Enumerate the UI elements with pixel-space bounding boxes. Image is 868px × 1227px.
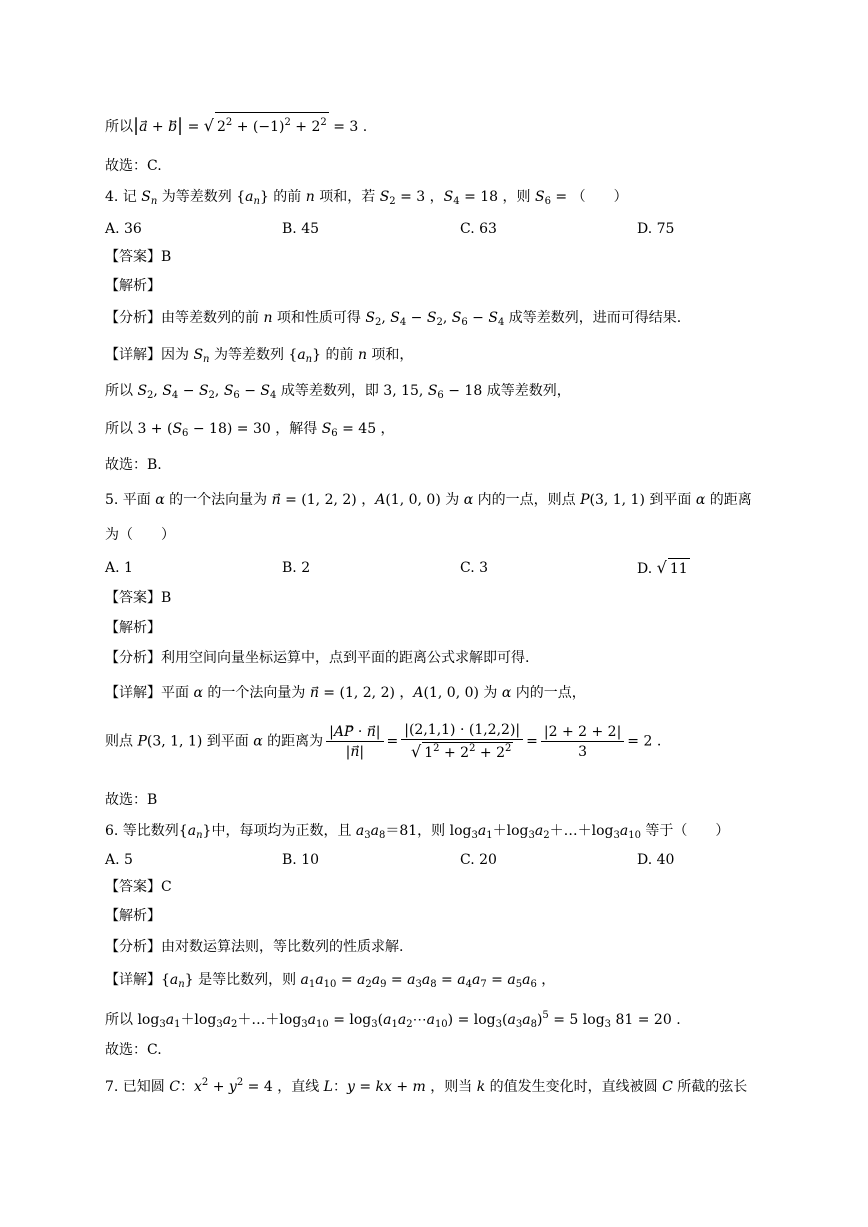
q6-option-c: C. 20 [460, 852, 497, 868]
q6-detail-2: 所以 $\log_3a_1+\log_3a_2+\dots+\log_3a_{10}$ = $\log_3(a_1a_2\cdots a_{10}) = \log_3(a_3a_8)^5 = 5$ $\log_3 81 = 20$ . [105, 1010, 681, 1030]
q5-option-b: B. 2 [282, 560, 311, 576]
q5-option-c: C. 3 [460, 560, 489, 576]
q5-answer: 【答案】B [105, 590, 172, 606]
q6-fenxi: 【分析】由对数运算法则，等比数列的性质求解. [105, 939, 404, 955]
q6-option-a: A. 5 [105, 852, 133, 868]
q6-answer: 【答案】C [105, 879, 172, 895]
q4-answer: 【答案】B [105, 249, 172, 265]
q4-analysis-label: 【解析】 [105, 278, 161, 294]
q5-stem: 5. 平面 α 的一个法向量为 n⃗ = (1, 2, 2) ，A(1, 0, 0) 为 α 内的一点，则点 P(3, 1, 1) 到平面 α 的距离 [105, 492, 752, 508]
q6-stem: 6. 等比数列$\{a_n\}$中，每项均为正数，且 $a_3a_8=81$，则 $\log_3a_1+\log_3a_2+\dots+\log_3a_{10}$ 等于（ ） [105, 823, 730, 841]
q5-detail-2: 则点 P(3, 1, 1) 到平面 α 的距离为 $\frac{|AP⃗ \cdot n⃗|}{|n⃗|}$ = $\frac{|(2,1,1) \cdot (1,2,2)|}{√ 1^2 + 2^2 + 2^2}$ = $\frac{|2 + 2 + 2|}{3}$ = 2 . [105, 722, 662, 761]
q4-stem: 4. 记 $S_n$ 为等差数列 $\{a_n\}$ 的前 n 项和，若 $S_2 = 3$ ，$S_4 = 18$ ，则 $S_6$ = （ ） [105, 189, 628, 207]
q5-option-d: D. √ 11 [637, 558, 688, 577]
q4-detail-2: 所以 $S_2$, $S_4 - S_2$, $S_6 - S_4$ 成等差数列，即 3, 15, $S_6 - 18$ 成等差数列， [105, 383, 571, 401]
q4-option-d: D. 75 [637, 221, 675, 237]
q4-option-b: B. 45 [282, 221, 320, 237]
q4-options [105, 219, 785, 239]
previous-choose: 故选：C. [105, 158, 162, 174]
q6-analysis-label: 【解析】 [105, 908, 161, 924]
q6-option-b: B. 10 [282, 852, 320, 868]
q5-analysis-label: 【解析】 [105, 620, 161, 636]
q5-stem-cont: 为（ ） [105, 527, 175, 543]
q6-choose: 故选：C. [105, 1042, 162, 1058]
q4-option-a: A. 36 [105, 221, 142, 237]
q4-detail-3: 所以 $3 + (S_6 - 18) = 30$ ，解得 $S_6 = 45$ ， [105, 421, 395, 439]
q5-options [105, 558, 785, 578]
q6-options [105, 850, 785, 870]
q5-choose: 故选：B [105, 792, 158, 808]
previous-conclusion: 所以|a⃗ + b| = √ $2^2 + (-1)^2 + 2^2 = 3$ . [105, 112, 367, 137]
q4-detail-1: 【详解】因为 $S_n$ 为等差数列 $\{a_n\}$ 的前 n 项和， [105, 347, 414, 365]
q4-choose: 故选：B. [105, 457, 162, 473]
q5-fenxi: 【分析】利用空间向量坐标运算中，点到平面的距离公式求解即可得. [105, 650, 530, 666]
q5-option-a: A. 1 [105, 560, 133, 576]
q4-option-c: C. 63 [460, 221, 497, 237]
q5-detail-1: 【详解】平面 α 的一个法向量为 n⃗ = (1, 2, 2) ，A(1, 0, 0) 为 α 内的一点， [105, 685, 586, 701]
q6-option-d: D. 40 [637, 852, 675, 868]
q7-stem: 7. 已知圆 C：$x^2 + y^2 = 4$ ，直线 L：y = kx + m ，则当 k 的值发生变化时，直线被圆 C 所截的弦长 [105, 1077, 748, 1095]
q6-detail-1: 【详解】$\{a_n\}$ 是等比数列，则 $a_1a_{10} = a_2a_9 = a_3a_8 = a_4a_7 = a_5a_6$ ， [105, 972, 556, 990]
q4-fenxi: 【分析】由等差数列的前 n 项和性质可得 $S_2$, $S_4 - S_2$, $S_6 - S_4$ 成等差数列，进而可得结果. [105, 310, 682, 328]
